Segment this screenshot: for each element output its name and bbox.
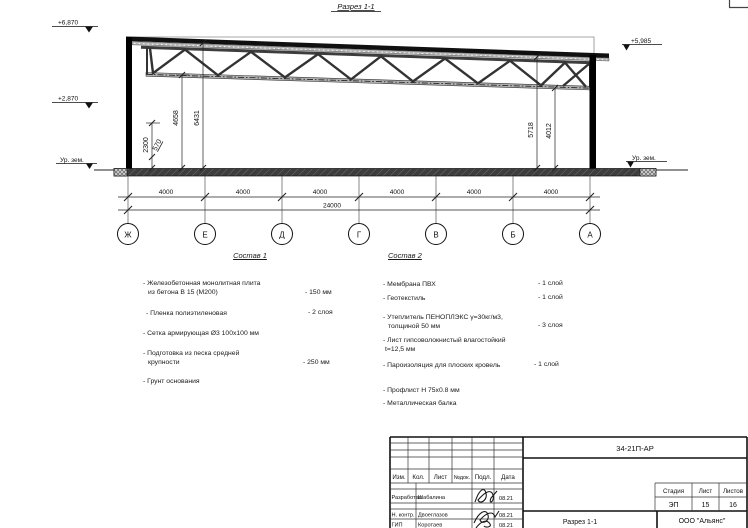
svg-text:+2,870: +2,870 xyxy=(58,95,79,103)
stage-value: ЭП xyxy=(668,502,679,509)
dim-label-4658: 4658 xyxy=(173,110,180,126)
tb-name: Коротаев xyxy=(418,522,443,528)
tb-role: Н. контр. xyxy=(391,512,415,519)
span-dim-label: 4000 xyxy=(312,189,328,196)
elevation-mark-mid-left xyxy=(52,96,98,109)
list-item-value: - 1 слой xyxy=(538,294,563,301)
sheets-label: Листов xyxy=(722,488,744,495)
tb-col-data: Дата xyxy=(501,474,515,481)
material-list-1-title: Состав 1 xyxy=(233,251,267,260)
elevation-mark-top-right xyxy=(622,38,662,51)
list-item: - Подготовка из песка средней крупности xyxy=(143,350,240,366)
svg-text:+5,985: +5,985 xyxy=(631,38,652,45)
drawing-name: Разрез 1-1 xyxy=(562,519,598,526)
company-name: ООО "Альянс" xyxy=(678,518,726,525)
sheets-value: 16 xyxy=(729,502,737,509)
list-item: - Лист гипсоволокнистый влагостойкий t=12,5 мм xyxy=(383,337,506,353)
sheet-value: 15 xyxy=(701,502,710,509)
tb-col-kol: Кол. xyxy=(412,474,425,481)
list-item: - Профлист Н 75х0.8 мм xyxy=(383,387,460,394)
section-title: Разрез 1-1 xyxy=(337,2,375,11)
material-list-2-title: Состав 2 xyxy=(388,251,422,260)
list-item: - Грунт основания xyxy=(143,378,200,385)
span-dim-label: 4000 xyxy=(543,189,559,196)
dim-label-4012: 4012 xyxy=(546,123,553,139)
span-dim-label: 4000 xyxy=(235,189,251,196)
axis-label: Б xyxy=(510,230,516,240)
column-right xyxy=(590,55,597,169)
elevation-mark-top-left xyxy=(52,20,98,33)
list-item-value: - 250 мм xyxy=(303,359,330,366)
total-dim-label: 24000 xyxy=(322,202,342,210)
tb-role: Разработал xyxy=(391,495,422,501)
tb-date: 08.21 xyxy=(499,513,513,519)
tb-col-izm: Изм. xyxy=(392,474,406,481)
axis-label: Е xyxy=(202,230,208,240)
list-item-value: - 150 мм xyxy=(305,289,332,296)
elevation-arrow-icon xyxy=(623,45,630,51)
dim-label-5718: 5718 xyxy=(528,122,535,138)
list-item: - Мембрана ПВХ xyxy=(383,281,436,288)
span-dim-label: 4000 xyxy=(389,189,405,196)
elevation-arrow-icon xyxy=(85,103,93,109)
axis-label: Г xyxy=(356,230,362,240)
axis-label: В xyxy=(433,230,439,240)
list-item: - Пленка полиэтиленовая xyxy=(146,310,227,317)
column-left xyxy=(126,37,132,169)
stage-label: Стадия xyxy=(662,488,685,495)
tb-date: 08.21 xyxy=(499,496,513,502)
span-dim-label: 4000 xyxy=(466,189,482,196)
axis-lines xyxy=(128,176,590,223)
list-item: - Сетка армирующая Ø3 100х100 мм xyxy=(143,330,259,337)
elevation-mark-ground-left xyxy=(56,157,97,169)
list-item-value: - 3 слоя xyxy=(538,322,563,329)
list-item: - Металлическая балка xyxy=(383,400,457,407)
list-item-value: - 1 слой xyxy=(534,361,559,368)
elevation-mark-ground-right xyxy=(626,155,667,168)
dim-label-6431: 6431 xyxy=(194,110,201,126)
span-dim-label: 4000 xyxy=(158,189,174,196)
elevation-arrow-icon xyxy=(86,164,93,170)
tb-role: ГИП xyxy=(391,522,403,528)
svg-text:+6,870: +6,870 xyxy=(58,19,79,27)
tb-col-ndok: №док. xyxy=(453,475,471,481)
tb-date: 08.21 xyxy=(499,523,513,528)
sheet-label: Лист xyxy=(698,488,713,495)
floor-slab xyxy=(94,169,688,177)
dim-label-570: 570 xyxy=(151,138,164,153)
list-item: - Утеплитель ПЕНОПЛЭКС γ=30кг/м3, толщиной 50 мм xyxy=(383,314,503,330)
svg-text:Ур. зем.: Ур. зем. xyxy=(632,155,656,162)
tb-name: Шабалина xyxy=(418,495,446,501)
svg-text:Ур. зем.: Ур. зем. xyxy=(60,157,84,164)
list-item-value: - 1 слой xyxy=(538,280,563,287)
elevation-arrow-icon xyxy=(85,27,93,33)
elevation-arrow-icon xyxy=(627,162,634,168)
doc-number: 34-21П-АР xyxy=(616,444,654,453)
list-item-value: - 2 слоя xyxy=(308,309,333,316)
tb-col-podl: Подл. xyxy=(474,474,492,481)
dim-label-2300: 2300 xyxy=(143,137,150,153)
axis-label: А xyxy=(587,230,593,240)
axis-label: Ж xyxy=(124,230,132,240)
list-item: - Пароизоляция для плоских кровель xyxy=(383,362,501,369)
title-block xyxy=(390,437,747,528)
list-item: - Железобетонная монолитная плита из бетона В 15 (М200) xyxy=(143,280,261,296)
axis-bubbles xyxy=(118,224,601,245)
tb-name: Двоеглазов xyxy=(418,512,448,519)
sheet-corner-mark xyxy=(729,0,748,8)
list-item: - Геотекстиль xyxy=(383,295,426,302)
axis-label: Д xyxy=(279,230,285,240)
tb-col-list: Лист xyxy=(433,474,448,481)
